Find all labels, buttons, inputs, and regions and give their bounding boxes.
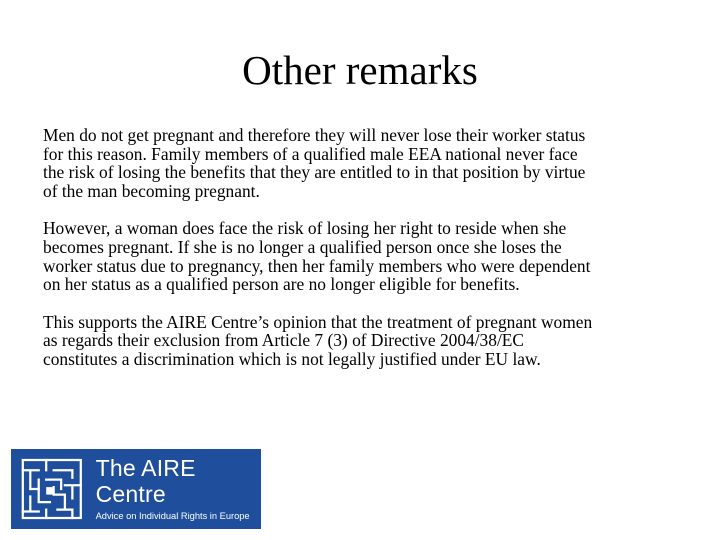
slide-title: Other remarks (242, 47, 478, 93)
aire-centre-logo (11, 449, 261, 529)
paragraph-woman-right-to-reside: However, a woman does face the risk of losing her right to reside when she becomes pregnant. If she is no longer a qualified person once she loses the worker status due to pregnancy, then her family members who were dependent on her status as a qualified person are no longer eligible for benefits. (43, 218, 591, 295)
paragraph-aire-opinion: This supports the AIRE Centre’s opinion that the treatment of pregnant women as regards their exclusion from Article 7 (3) of Directive 2004/38/EC constitutes a discrimination which is not legally justified under EU law. (43, 311, 593, 369)
maze-icon (20, 455, 84, 523)
paragraph-men-pregnancy: Men do not get pregnant and therefore they will never lose their worker status for this reason. Family members of a qualified male EEA national never face the risk of losing the benefits that they are entitled to in that position by virtue of the man becoming pregnant. (43, 125, 586, 201)
logo-name: The AIRE Centre (95, 455, 196, 507)
logo-tagline: Advice on Individual Rights in Europe (95, 511, 250, 521)
slide-body (43, 126, 688, 388)
logo-text (96, 455, 261, 523)
